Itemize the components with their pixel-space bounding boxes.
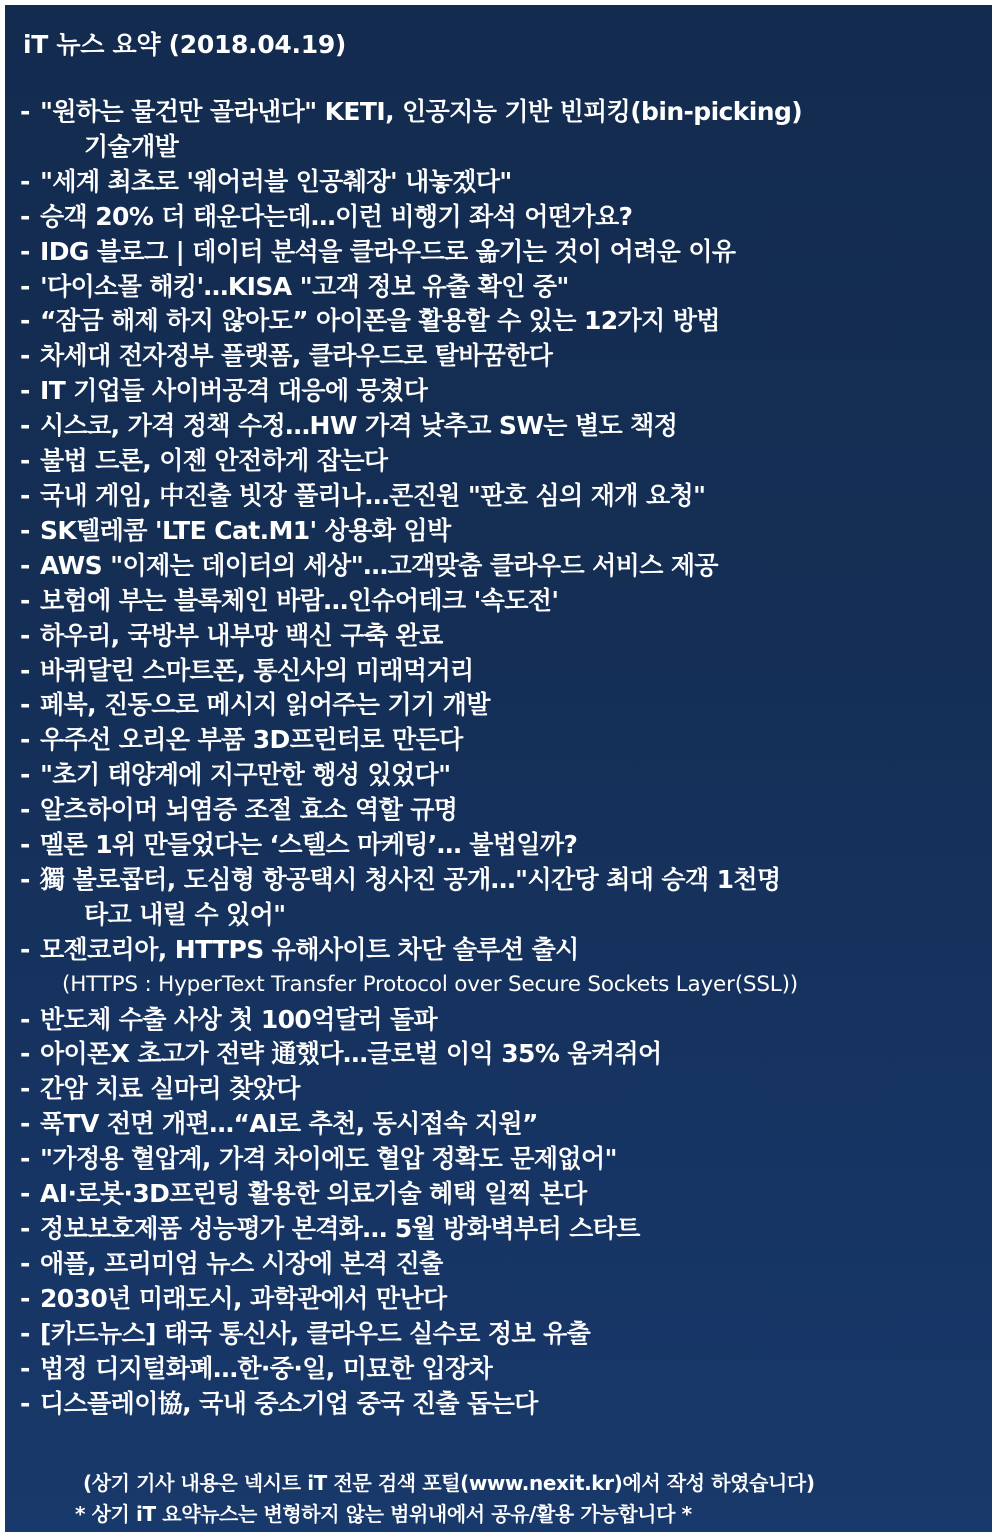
news-headline: "초기 태양계에 지구만한 행성 있었다" [40, 760, 451, 790]
bullet-dash: - [20, 1179, 30, 1209]
news-headline: 2030년 미래도시, 과학관에서 만난다 [40, 1283, 447, 1313]
bullet-dash: - [20, 830, 30, 860]
news-headline: 반도체 수출 사상 첫 100억달러 돌파 [40, 1004, 438, 1034]
bullet-dash: - [20, 201, 30, 231]
news-item [20, 235, 980, 270]
news-item-note [20, 968, 980, 1003]
bullet-dash: - [20, 271, 30, 301]
news-headline: 아이폰X 초고가 전략 通했다…글로벌 이익 35% 움켜쥐어 [40, 1039, 662, 1069]
news-headline: SK텔레콤 'LTE Cat.M1' 상용화 임박 [40, 515, 451, 545]
bullet-dash: - [20, 1109, 30, 1139]
news-headline: AI·로봇·3D프린팅 활용한 의료기술 혜택 일찍 본다 [40, 1179, 587, 1209]
news-headline: 법정 디지털화폐…한·중·일, 미묘한 입장차 [40, 1353, 493, 1383]
news-panel [5, 5, 992, 1532]
news-headline: 우주선 오리온 부품 3D프린터로 만든다 [40, 725, 463, 755]
news-item [20, 1003, 980, 1038]
news-headline: IT 기업들 사이버공격 대응에 뭉쳤다 [40, 376, 428, 406]
bullet-dash: - [20, 620, 30, 650]
news-note-text: (HTTPS : HyperText Transfer Protocol over Secure Sockets Layer(SSL)) [62, 971, 798, 997]
footer-source-note: (상기 기사 내용은 넥시트 iT 전문 검색 포털(www.nexit.kr)에서 작성 하였습니다) [83, 1471, 815, 1495]
bullet-dash: - [20, 97, 30, 126]
news-headline: "가정용 혈압계, 가격 차이에도 혈압 정확도 문제없어" [40, 1144, 617, 1174]
news-headline: 정보보호제품 성능평가 본격화… 5월 방화벽부터 스타트 [40, 1214, 640, 1243]
news-item [20, 723, 980, 758]
bullet-dash: - [20, 655, 30, 685]
news-headline: 국내 게임, 中진출 빗장 풀리나…콘진원 "판호 심의 재개 요청" [40, 480, 706, 510]
news-item [20, 165, 980, 200]
news-item [20, 1317, 980, 1352]
bullet-dash: - [20, 1144, 30, 1174]
news-headline: 보험에 부는 블록체인 바람…인슈어테크 '속도전' [40, 585, 559, 615]
bullet-dash: - [20, 236, 30, 266]
bullet-dash: - [20, 1353, 30, 1383]
bullet-dash: - [20, 515, 30, 545]
bullet-dash: - [20, 446, 30, 476]
news-list [20, 95, 980, 1421]
news-headline: 알츠하이머 뇌염증 조절 효소 역할 규명 [40, 795, 458, 825]
news-headline: 바퀴달린 스마트폰, 통신사의 미래먹거리 [40, 655, 474, 685]
bullet-dash: - [20, 1074, 30, 1104]
bullet-dash: - [20, 376, 30, 406]
bullet-dash: - [20, 760, 30, 790]
bullet-dash: - [20, 585, 30, 615]
news-item [20, 304, 980, 339]
news-item [20, 654, 980, 689]
news-item [20, 1037, 980, 1072]
bullet-dash: - [20, 480, 30, 510]
bullet-dash: - [20, 1039, 30, 1069]
news-item [20, 549, 980, 584]
news-item [20, 619, 980, 654]
news-item [20, 339, 980, 374]
bullet-dash: - [20, 1283, 30, 1313]
bullet-dash: - [20, 690, 30, 720]
news-item [20, 374, 980, 409]
news-headline: AWS "이제는 데이터의 세상"…고객맞춤 클라우드 서비스 제공 [40, 550, 718, 580]
news-headline: "원하는 물건만 골라낸다" KETI, 인공지능 기반 빈피킹(bin-picking) [40, 97, 803, 126]
news-item [20, 514, 980, 549]
bullet-dash: - [20, 341, 30, 371]
news-item [20, 200, 980, 235]
news-item [20, 688, 980, 723]
news-item [20, 828, 980, 863]
news-item [20, 933, 980, 968]
news-headline: IDG 블로그 | 데이터 분석을 클라우드로 옮기는 것이 어려운 이유 [40, 236, 736, 266]
bullet-dash: - [20, 411, 30, 441]
news-headline: 차세대 전자정부 플랫폼, 클라우드로 탈바꿈한다 [40, 341, 553, 371]
news-item [20, 479, 980, 514]
news-headline: 멜론 1위 만들었다는 ‘스텔스 마케팅’… 불법일까? [40, 830, 578, 860]
news-headline: 애플, 프리미엄 뉴스 시장에 본격 진출 [40, 1248, 443, 1278]
news-item [20, 1282, 980, 1317]
bullet-dash: - [20, 934, 30, 964]
bullet-dash: - [20, 1248, 30, 1278]
bullet-dash: - [20, 795, 30, 825]
news-item [20, 95, 980, 165]
news-item [20, 584, 980, 619]
news-headline: 페북, 진동으로 메시지 읽어주는 기기 개발 [40, 690, 490, 720]
bullet-dash: - [20, 864, 30, 894]
footer-share-note: * 상기 iT 요약뉴스는 변형하지 않는 범위내에서 공유/활용 가능합니다 * [75, 1502, 692, 1526]
news-headline: 獨 볼로콥터, 도심형 항공택시 청사진 공개…"시간당 최대 승객 1천명 [40, 864, 781, 894]
news-headline: 불법 드론, 이젠 안전하게 잡는다 [40, 446, 388, 476]
news-headline: 간암 치료 실마리 찾았다 [40, 1074, 300, 1104]
news-headline: 시스코, 가격 정책 수정…HW 가격 낮추고 SW는 별도 책정 [40, 411, 678, 441]
news-headline: "세계 최초로 '웨어러블 인공췌장' 내놓겠다" [40, 166, 512, 196]
news-item [20, 758, 980, 793]
news-headline: “잠금 해제 하지 않아도” 아이폰을 활용할 수 있는 12가지 방법 [40, 306, 720, 336]
bullet-dash: - [20, 1004, 30, 1034]
news-headline: '다이소몰 해킹'…KISA "고객 정보 유출 확인 중" [40, 271, 569, 301]
bullet-dash: - [20, 550, 30, 580]
news-item [20, 1212, 980, 1247]
news-item [20, 1352, 980, 1387]
bullet-dash: - [20, 306, 30, 336]
bullet-dash: - [20, 1318, 30, 1348]
news-item [20, 863, 980, 933]
news-headline: 디스플레이協, 국내 중소기업 중국 진출 돕는다 [40, 1388, 538, 1418]
news-headline: [카드뉴스] 태국 통신사, 클라우드 실수로 정보 유출 [40, 1318, 591, 1348]
bullet-dash: - [20, 1214, 30, 1243]
news-item [20, 1072, 980, 1107]
news-item [20, 444, 980, 479]
bullet-dash: - [20, 1388, 30, 1418]
news-item [20, 1247, 980, 1282]
news-item [20, 1177, 980, 1212]
news-headline: 푹TV 전면 개편…“AI로 추천, 동시접속 지원” [40, 1109, 538, 1139]
bullet-dash: - [20, 725, 30, 755]
news-item [20, 1142, 980, 1177]
news-headline: 모젠코리아, HTTPS 유해사이트 차단 솔루션 출시 [40, 934, 579, 964]
news-item [20, 1107, 980, 1142]
news-item [20, 409, 980, 444]
news-headline-continued: 타고 내릴 수 있어" [84, 899, 286, 929]
bullet-dash: - [20, 166, 30, 196]
news-item [20, 1387, 980, 1422]
news-headline: 승객 20% 더 태운다는데…이런 비행기 좌석 어떤가요? [40, 201, 633, 231]
news-headline-continued: 기술개발 [84, 131, 179, 161]
news-item [20, 793, 980, 828]
news-headline: 하우리, 국방부 내부망 백신 구축 완료 [40, 620, 443, 650]
news-item [20, 270, 980, 305]
page-title: iT 뉴스 요약 (2018.04.19) [23, 30, 347, 59]
